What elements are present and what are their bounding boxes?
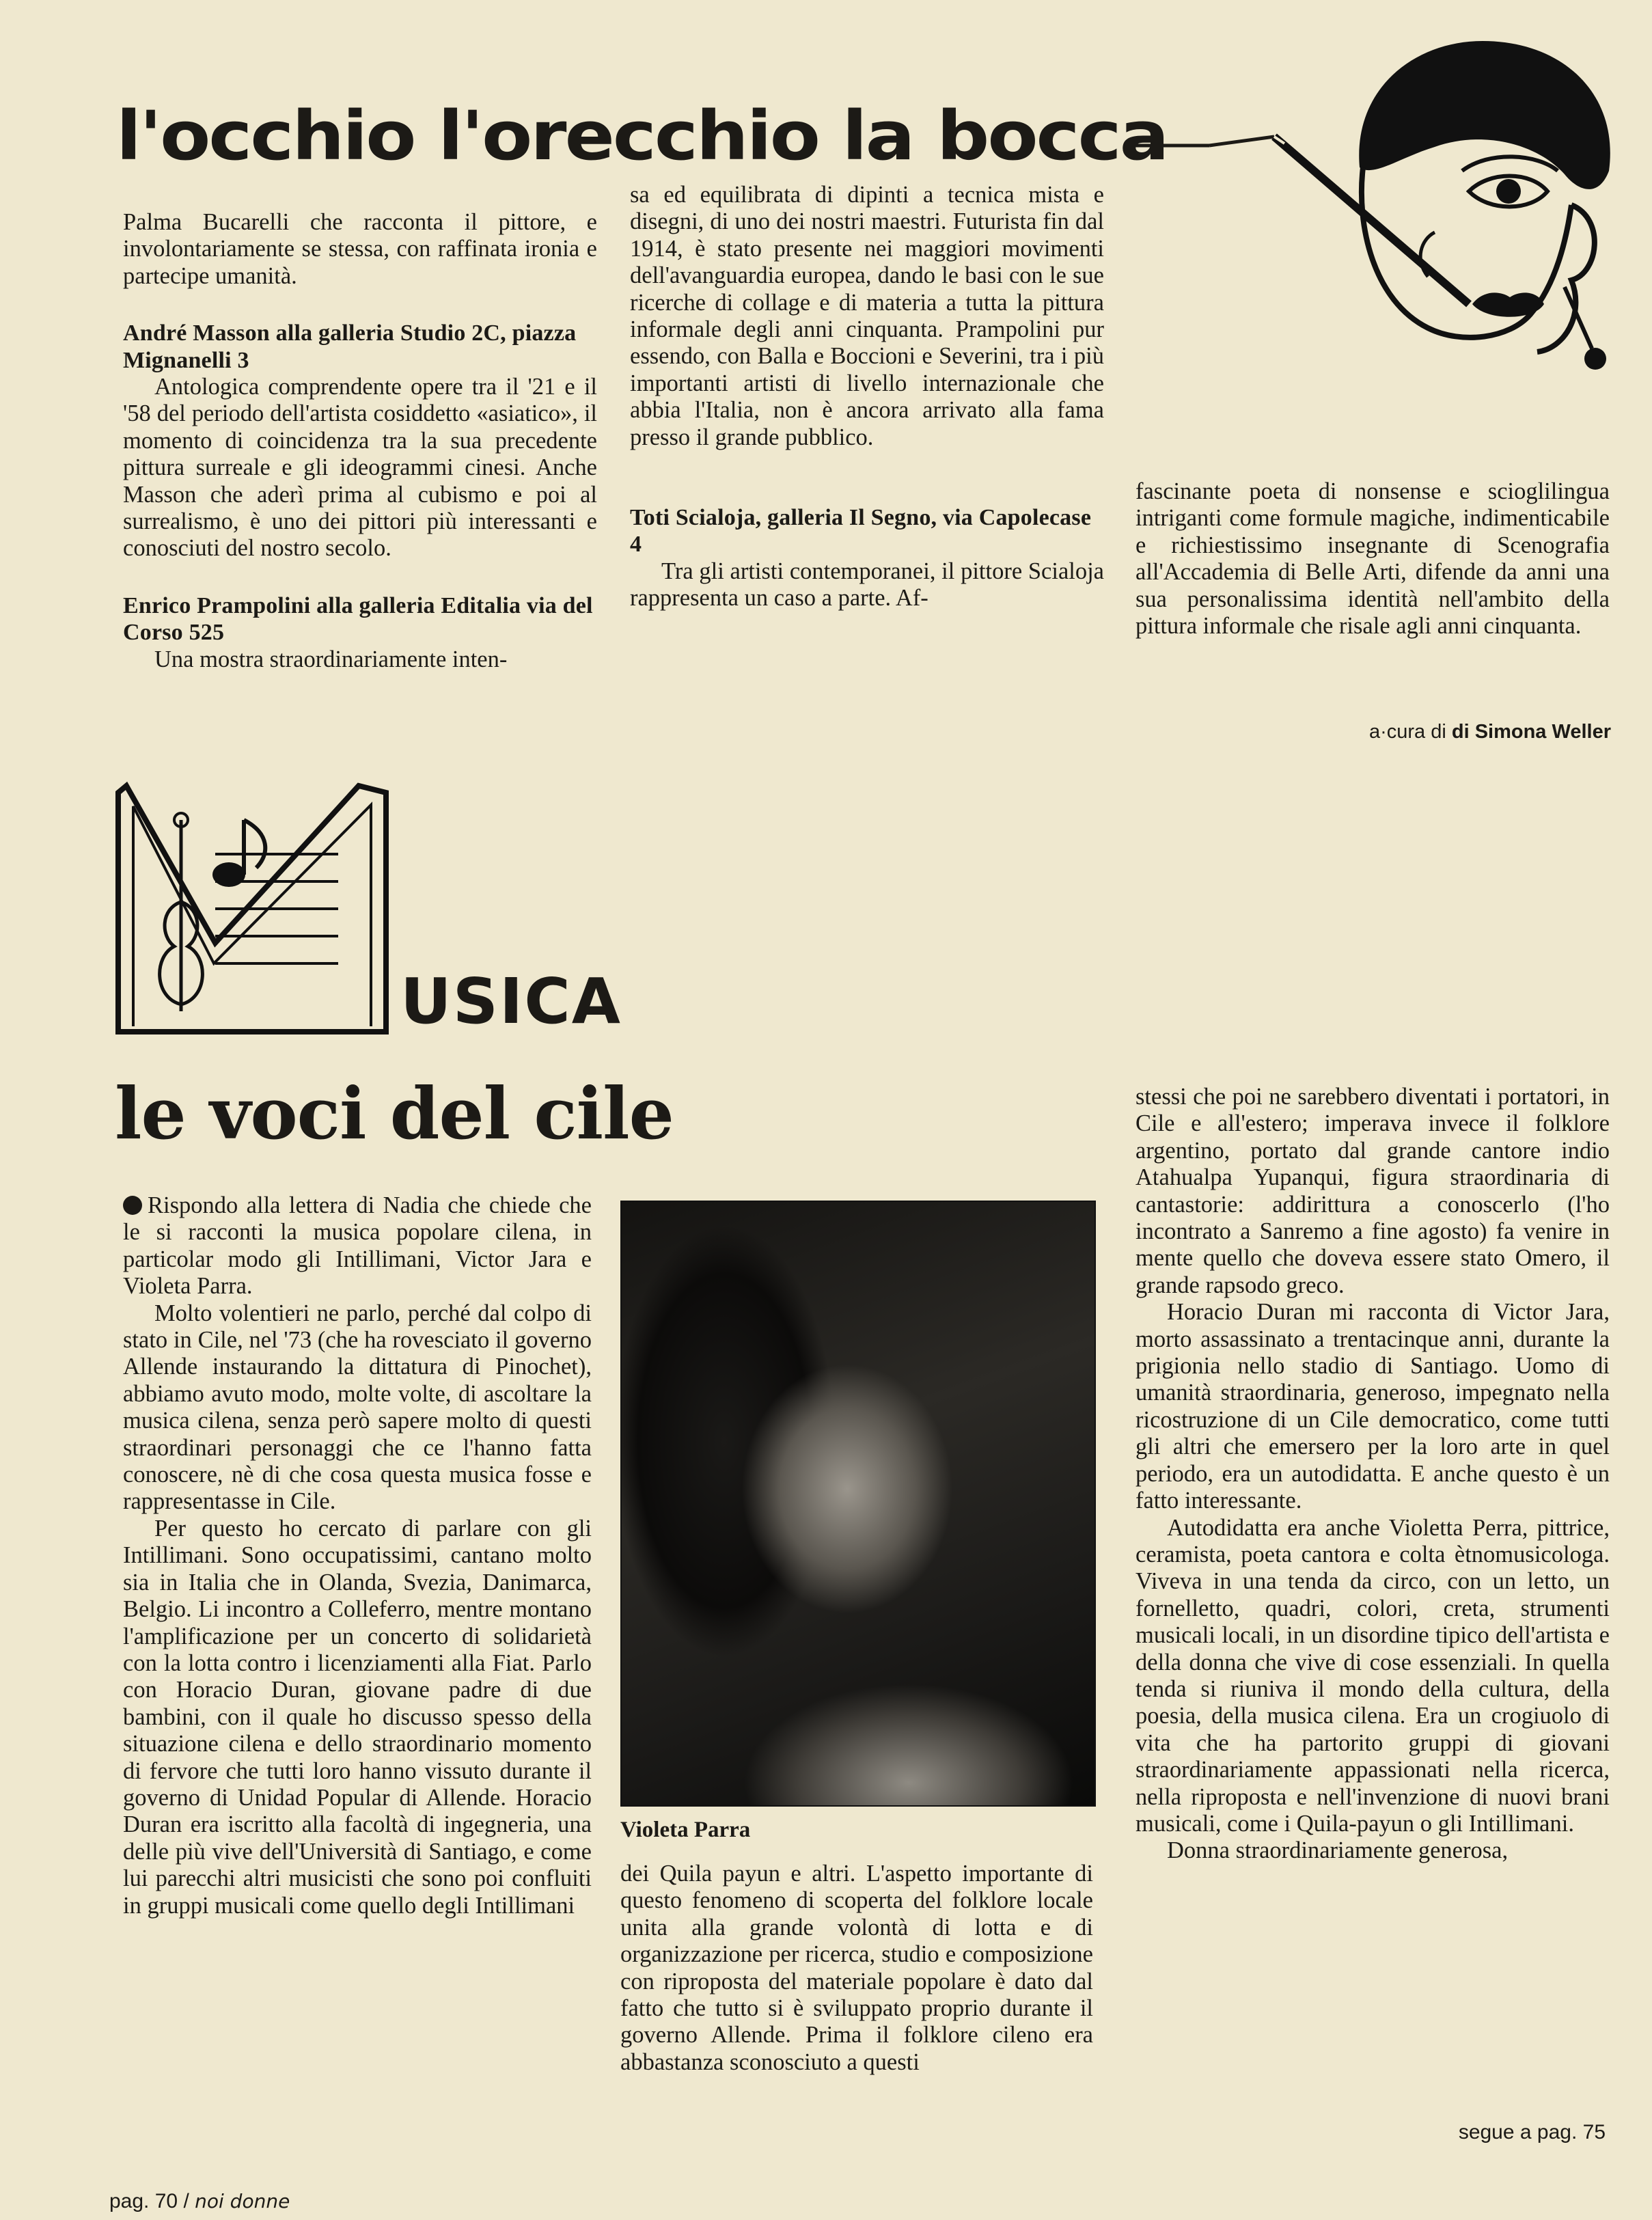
top-column-2 (630, 182, 1104, 612)
bullet-icon (123, 1196, 142, 1215)
section-title: l'occhio l'orecchio la bocca (116, 96, 1168, 176)
exhibition-heading-scialoja: Toti Scialoja, galleria Il Segno, via Capolecase 4 (630, 505, 1092, 558)
photo-caption: Violeta Parra (620, 1818, 751, 1842)
article-column-2 (620, 1861, 1093, 2076)
exhibition-text-scialoja: Tra gli artisti contemporanei, il pittore Scialoja rappresenta un caso a parte. Af- (630, 558, 1104, 612)
scialoja-continued: fascinante poeta di nonsense e scioglilingua intriganti come formule magiche, indimenticabile e richiestissimo insegnante di Scenografia all'Accademia di Belle Arti, difende da anni una sua personalissima identità nell'ambito della pittura informale che risale agli anni cinquanta. (1135, 478, 1610, 640)
article-paragraph-col2: dei Quila payun e altri. L'aspetto importante di questo fenomeno di scoperta del folklore locale unita alla grande volontà di lotta e di organizzazione per ricerca, studio e composizione con riproposta del materiale popolare è dato dal fatto che tutto si è sviluppato proprio durante il governo Allende. Prima il folklore cileno era abbastanza sconosciuto a questi (620, 1861, 1093, 2075)
article-paragraph-2: Molto volentieri ne parlo, perché dal colpo di stato in Cile, nel '73 (che ha rovesciato il governo Allende instaurando la dittatura di Pinochet), abbiamo avuto modo, molte volte, di ascoltare la musica cilena, senza però sapere molto di questi straordinari personaggi che ce l'hanno fatta conoscere, nè di che cosa questa musica fosse e rappresentasse in Cile. (123, 1300, 592, 1515)
musica-m-logo (113, 779, 400, 1039)
article-title: le voci del cile (115, 1071, 674, 1155)
exhibition-heading-prampolini: Enrico Prampolini alla galleria Editalia via del Corso 525 (123, 592, 593, 646)
face-illustration (1127, 27, 1647, 396)
page-number: pag. 70 (109, 2190, 178, 2212)
article-paragraph-col3-2: Horacio Duran mi racconta di Victor Jara, morto assassinato a trentacinque anni, durante la prigionia nello stadio di Santiago. Uomo di umanità straordinaria, generoso, impegnato nella ricostruzione di un Cile democratico, come tutti gli altri che emersero per la loro arte in quel periodo, era un autodidatta. E anche questo è un fatto interessante. (1135, 1299, 1610, 1514)
article-column-3 (1135, 1084, 1610, 1865)
magazine-name: noi donne (195, 2190, 290, 2212)
credit-name: di Simona Weller (1451, 721, 1611, 743)
article-paragraph-col3-3: Autodidatta era anche Violetta Perra, pittrice, ceramista, poeta cantora e colta ètnomusicologa. Viveva in una tenda da circo, con un letto, un fornelletto, quadri, colori, creta, strumenti musicali locali, in un disordine tipico dell'artista e della donna che vive di cose essenziali. In quella tenda si riuniva il mondo della cultura, della poesia, della musica cilena. Era un crogiuolo di vita che ha partorito gruppi di giovani straordinariamente appassionati nella ricerca, nella riproposta e nell'invenzione di nuovi brani musicali, come i Quila-payun o gli Intillimani. (1135, 1514, 1610, 1837)
prampolini-continued: sa ed equilibrata di dipinti a tecnica mista e disegni, di uno dei nostri maestri. Futurista fin dal 1914, è stato presente nei maggiori movimenti dell'avanguardia europea, dando le basi con le sue ricerche di collage e di materia a tutta la pittura informale degli anni cinquanta. Prampolini pur essendo, con Balla e Boccioni e Severini, tra i più importanti artisti di livello internazionale che abbia l'Italia, non è ancora arrivato alla fama presso il grande pubblico. (630, 182, 1104, 450)
article-paragraph-3: Per questo ho cercato di parlare con gli Intillimani. Sono occupatissimi, cantano molto sia in Italia che in Olanda, Svezia, Danimarca, Belgio. Li incontro a Colleferro, mentre montano l'amplificazione per un concerto di solidarietà con la lotta contro i licenziamenti alla Fiat. Parlo con Horacio Duran, giovane padre di due bambini, con il quale ho discusso spesso della situazione cilena e dello straordinario momento di fervore che tutti loro hanno vissuto durante il governo di Unidad Popular di Allende. Horacio Duran era iscritto alla facoltà di ingegneria, una delle più vive dell'Università di Santiago, e come lui parecchi altri musicisti che sono poi confluiti in gruppi musicali come quello degli Intillimani (123, 1515, 592, 1919)
continued-note: segue a pag. 75 (1458, 2121, 1606, 2143)
violeta-parra-photo (620, 1201, 1096, 1807)
article-column-1 (123, 1192, 592, 1919)
exhibition-text-masson: Antologica comprendente opere tra il '21 e il '58 del periodo dell'artista cosiddetto «asiatico», il momento di coincidenza tra la sua precedente pittura surreale e gli ideogrammi cinesi. Anche Masson che aderì prima al cubismo e poi al surrealismo, è uno dei pittori più interessanti e conosciuti del nostro secolo. (123, 374, 597, 562)
top-column-3 (1135, 478, 1610, 640)
exhibition-heading-masson: André Masson alla galleria Studio 2C, piazza Mignanelli 3 (123, 320, 577, 373)
page-footer: pag. 70 / noi donne (109, 2190, 290, 2212)
intro-paragraph: Palma Bucarelli che racconta il pittore, e involontariamente se stessa, con raffinata ironia e partecipe umanità. (123, 209, 597, 289)
article-paragraph-col3-1: stessi che poi ne sarebbero diventati i portatori, in Cile e all'estero; imperava invece il folklore argentino, portato dal grande cantore indio Atahualpa Yupanqui, figura straordinaria di cantastorie: addirittura a conoscerlo (l'ho incontrato a Sanremo a fine agosto) fa venire in mente quello che doveva essere stato Omero, il grande rapsodo greco. (1135, 1084, 1610, 1298)
credit-prefix: a·cura di (1368, 721, 1446, 743)
exhibition-text-prampolini: Una mostra straordinariamente inten- (154, 646, 508, 672)
top-column-1 (123, 209, 597, 673)
musica-heading: USICA (400, 965, 622, 1038)
author-credit (1272, 721, 1611, 743)
article-paragraph-col3-4: Donna straordinariamente generosa, (1167, 1837, 1509, 1864)
article-paragraph-1: Rispondo alla lettera di Nadia che chiede che le si racconti la musica popolare cilena, in particolar modo gli Intillimani, Victor Jara e Violeta Parra. (123, 1192, 592, 1300)
